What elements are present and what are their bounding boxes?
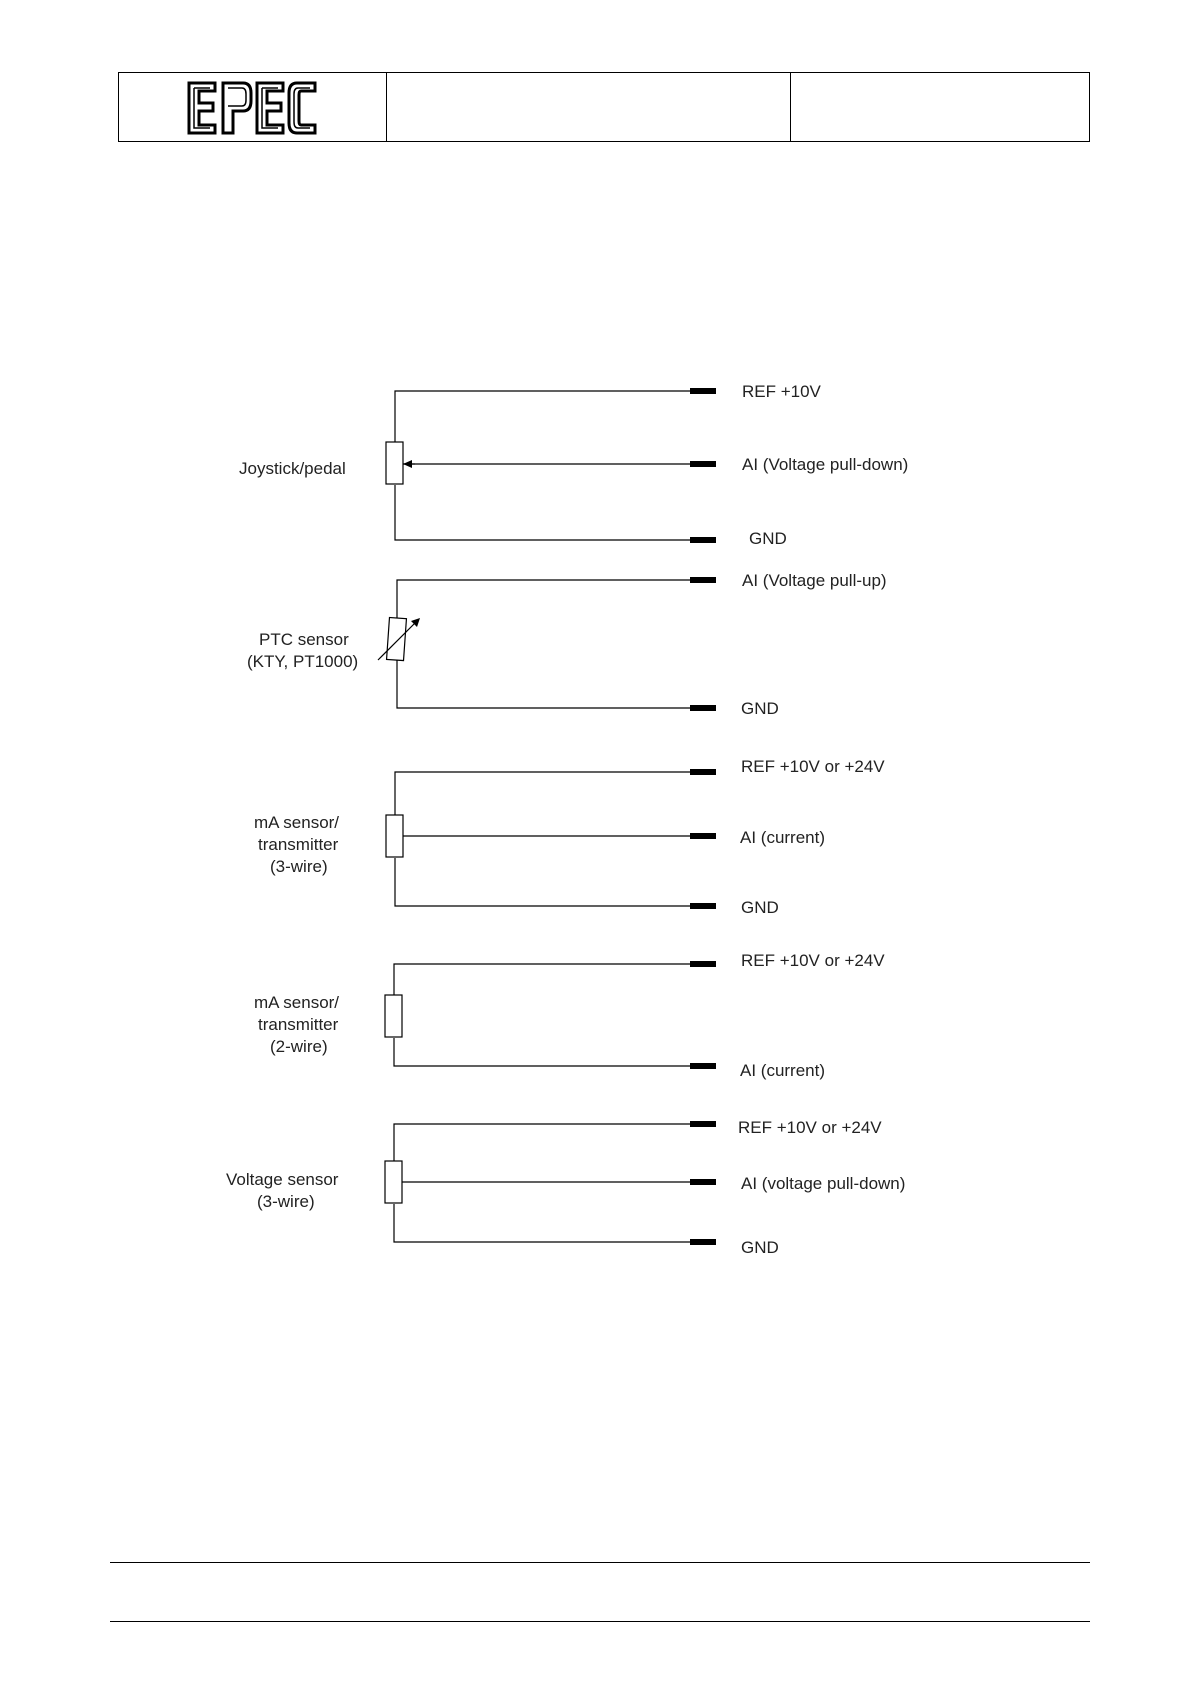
ptc-ai-label: AI (Voltage pull-up) — [742, 571, 887, 590]
ptc-circuit — [378, 580, 695, 708]
ma2-ai-wire — [394, 1038, 695, 1066]
voltage-sensor-body — [385, 1161, 402, 1203]
voltage-label-line2: (3-wire) — [257, 1192, 315, 1211]
voltage-ref-wire — [394, 1124, 695, 1162]
voltage-ai-label: AI (voltage pull-down) — [741, 1174, 906, 1193]
voltage-gnd-label: GND — [741, 1238, 779, 1257]
voltage-label-line1: Voltage sensor — [226, 1170, 339, 1189]
ma2-ai-label: AI (current) — [740, 1061, 826, 1080]
ma3-label-line2: transmitter — [258, 835, 339, 854]
ma3-label-line3: (3-wire) — [270, 857, 328, 876]
ma2-circuit — [385, 964, 695, 1066]
ptc-ai-wire — [397, 580, 695, 619]
pin-joystick-ref — [690, 388, 716, 394]
ma2-sensor-body — [385, 995, 402, 1037]
footer-rule-bottom — [110, 1621, 1090, 1622]
voltage-gnd-wire — [394, 1204, 695, 1242]
ptc-label-line2: (KTY, PT1000) — [247, 652, 359, 671]
pin-ma3-gnd — [690, 903, 716, 909]
pin-voltage-gnd — [690, 1239, 716, 1245]
ma2-label-line2: transmitter — [258, 1015, 339, 1034]
ma3-sensor-body — [386, 815, 403, 857]
pin-voltage-ref — [690, 1121, 716, 1127]
terminal-pins — [690, 388, 716, 1245]
ptc-label-line1: PTC sensor — [259, 630, 349, 649]
ma3-ref-wire — [395, 772, 695, 816]
ma3-gnd-wire — [395, 858, 695, 906]
pin-ma2-ai — [690, 1063, 716, 1069]
ma3-ref-label: REF +10V or +24V — [741, 757, 885, 776]
ma2-label-line1: mA sensor/ — [254, 993, 340, 1012]
pin-ptc-gnd — [690, 705, 716, 711]
ptc-resistor — [387, 617, 407, 660]
joystick-ref-label: REF +10V — [742, 382, 821, 401]
pin-ma3-ref — [690, 769, 716, 775]
joystick-gnd-wire — [395, 485, 695, 540]
voltage-ref-label: REF +10V or +24V — [738, 1118, 882, 1137]
joystick-wiper-arrow — [403, 460, 412, 468]
pin-joystick-ai — [690, 461, 716, 467]
pin-ptc-ai — [690, 577, 716, 583]
joystick-gnd-label: GND — [749, 529, 787, 548]
pin-ma2-ref — [690, 961, 716, 967]
joystick-label: Joystick/pedal — [239, 459, 346, 478]
ptc-gnd-label: GND — [741, 699, 779, 718]
ma2-label-line3: (2-wire) — [270, 1037, 328, 1056]
ma3-circuit — [386, 772, 695, 906]
pin-joystick-gnd — [690, 537, 716, 543]
joystick-potentiometer — [386, 442, 403, 484]
ma2-ref-label: REF +10V or +24V — [741, 951, 885, 970]
ma2-ref-wire — [394, 964, 695, 996]
ptc-gnd-wire — [397, 660, 695, 708]
pin-ma3-ai — [690, 833, 716, 839]
ma3-label-line1: mA sensor/ — [254, 813, 340, 832]
joystick-ai-label: AI (Voltage pull-down) — [742, 455, 909, 474]
pin-voltage-ai — [690, 1179, 716, 1185]
footer-rule-top — [110, 1562, 1090, 1563]
joystick-circuit — [386, 391, 695, 540]
ma3-gnd-label: GND — [741, 898, 779, 917]
joystick-ref-wire — [395, 391, 695, 449]
voltage-circuit — [385, 1124, 695, 1242]
ma3-ai-label: AI (current) — [740, 828, 826, 847]
